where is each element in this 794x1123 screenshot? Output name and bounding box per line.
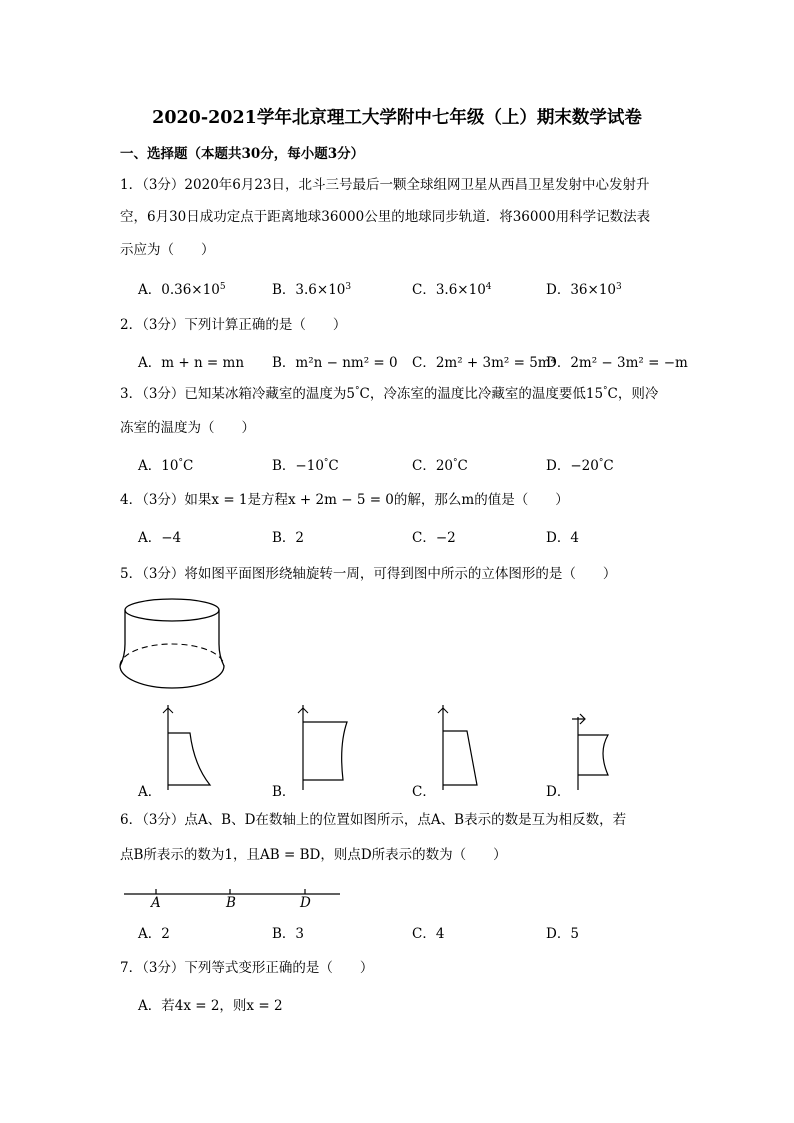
- q1-option-d[interactable]: D．$36\times 10^3$: [546, 282, 622, 298]
- q4-option-b[interactable]: B．2: [272, 530, 305, 546]
- q6-option-d[interactable]: D．5: [546, 926, 579, 942]
- q4-option-d[interactable]: D．4: [546, 530, 579, 546]
- exam-title: 2020-2021学年北京理工大学附中七年级（上）期末数学试卷: [152, 108, 642, 128]
- q5-option-d[interactable]: D．: [546, 784, 571, 800]
- axis-label-b: B: [226, 895, 236, 911]
- q2-option-a[interactable]: A．m + n = mn: [138, 355, 245, 371]
- q4-option-c[interactable]: C．−2: [412, 530, 456, 546]
- axis-label-a: A: [151, 895, 161, 911]
- q5-option-c[interactable]: C．: [412, 784, 436, 800]
- q5-option-a[interactable]: A．: [138, 784, 162, 800]
- q2-option-c[interactable]: C．2m² + 3m² = 5m⁴: [412, 355, 557, 371]
- q6-option-a[interactable]: A．2: [138, 926, 170, 942]
- q2-option-b[interactable]: B．m²n − nm² = 0: [272, 355, 398, 371]
- q1-option-b[interactable]: B．$3.6\times 10^3$: [272, 282, 352, 298]
- q3-line1: 3．（3分）已知某冰箱冷藏室的温度为5°C，冷冻室的温度比冷藏室的温度要低15°C，则冷: [120, 386, 659, 402]
- q1-option-a[interactable]: A．$0.36\times 10^5$: [138, 282, 226, 298]
- q6-option-c[interactable]: C．4: [412, 926, 445, 942]
- section-heading: 一、选择题（本题共30分，每小题3分）: [120, 146, 365, 162]
- q2-option-d[interactable]: D．2m² − 3m² = −m: [546, 355, 688, 371]
- q3-line2: 冻室的温度为（ ）: [120, 420, 255, 436]
- q6-line2: 点B所表示的数为1，且AB = BD，则点D所表示的数为（ ）: [120, 847, 507, 863]
- q1-line1: 1．（3分）2020年6月23日，北斗三号最后一颗全球组网卫星从西昌卫星发射中心发射升: [120, 177, 650, 193]
- q7-option-a[interactable]: A．若4x = 2，则x = 2: [138, 998, 283, 1014]
- q1-option-c[interactable]: C．$3.6\times 10^4$: [412, 282, 492, 298]
- q3-option-a[interactable]: A．10°C: [138, 458, 194, 474]
- solid-figure: [110, 596, 235, 696]
- q6-line1: 6．（3分）点A、B、D在数轴上的位置如图所示，点A、B表示的数是互为相反数，若: [120, 812, 627, 828]
- axis-label-d: D: [300, 895, 311, 911]
- q5-option-b[interactable]: B．: [272, 784, 296, 800]
- q5-stem: 5．（3分）将如图平面图形绕轴旋转一周，可得到图中所示的立体图形的是（ ）: [120, 566, 617, 582]
- q4-option-a[interactable]: A．−4: [138, 530, 182, 546]
- q5-option-b-figure: [285, 705, 355, 790]
- q5-option-d-figure: [560, 705, 630, 790]
- q5-option-a-figure: [150, 705, 220, 790]
- q1-line3: 示应为（ ）: [120, 242, 215, 258]
- q3-option-b[interactable]: B．−10°C: [272, 458, 339, 474]
- q1-line2: 空，6月30日成功定点于距离地球36000公里的地球同步轨道．将36000用科学记数法表: [120, 209, 651, 225]
- q5-option-c-figure: [425, 705, 495, 790]
- q7-stem: 7．（3分）下列等式变形正确的是（ ）: [120, 960, 374, 976]
- q2-stem: 2．（3分）下列计算正确的是（ ）: [120, 317, 347, 333]
- q4-stem: 4．（3分）如果x = 1是方程x + 2m − 5 = 0的解，那么m的值是（ ）: [120, 492, 569, 508]
- q3-option-c[interactable]: C．20°C: [412, 458, 468, 474]
- q6-option-b[interactable]: B．3: [272, 926, 305, 942]
- q3-option-d[interactable]: D．−20°C: [546, 458, 614, 474]
